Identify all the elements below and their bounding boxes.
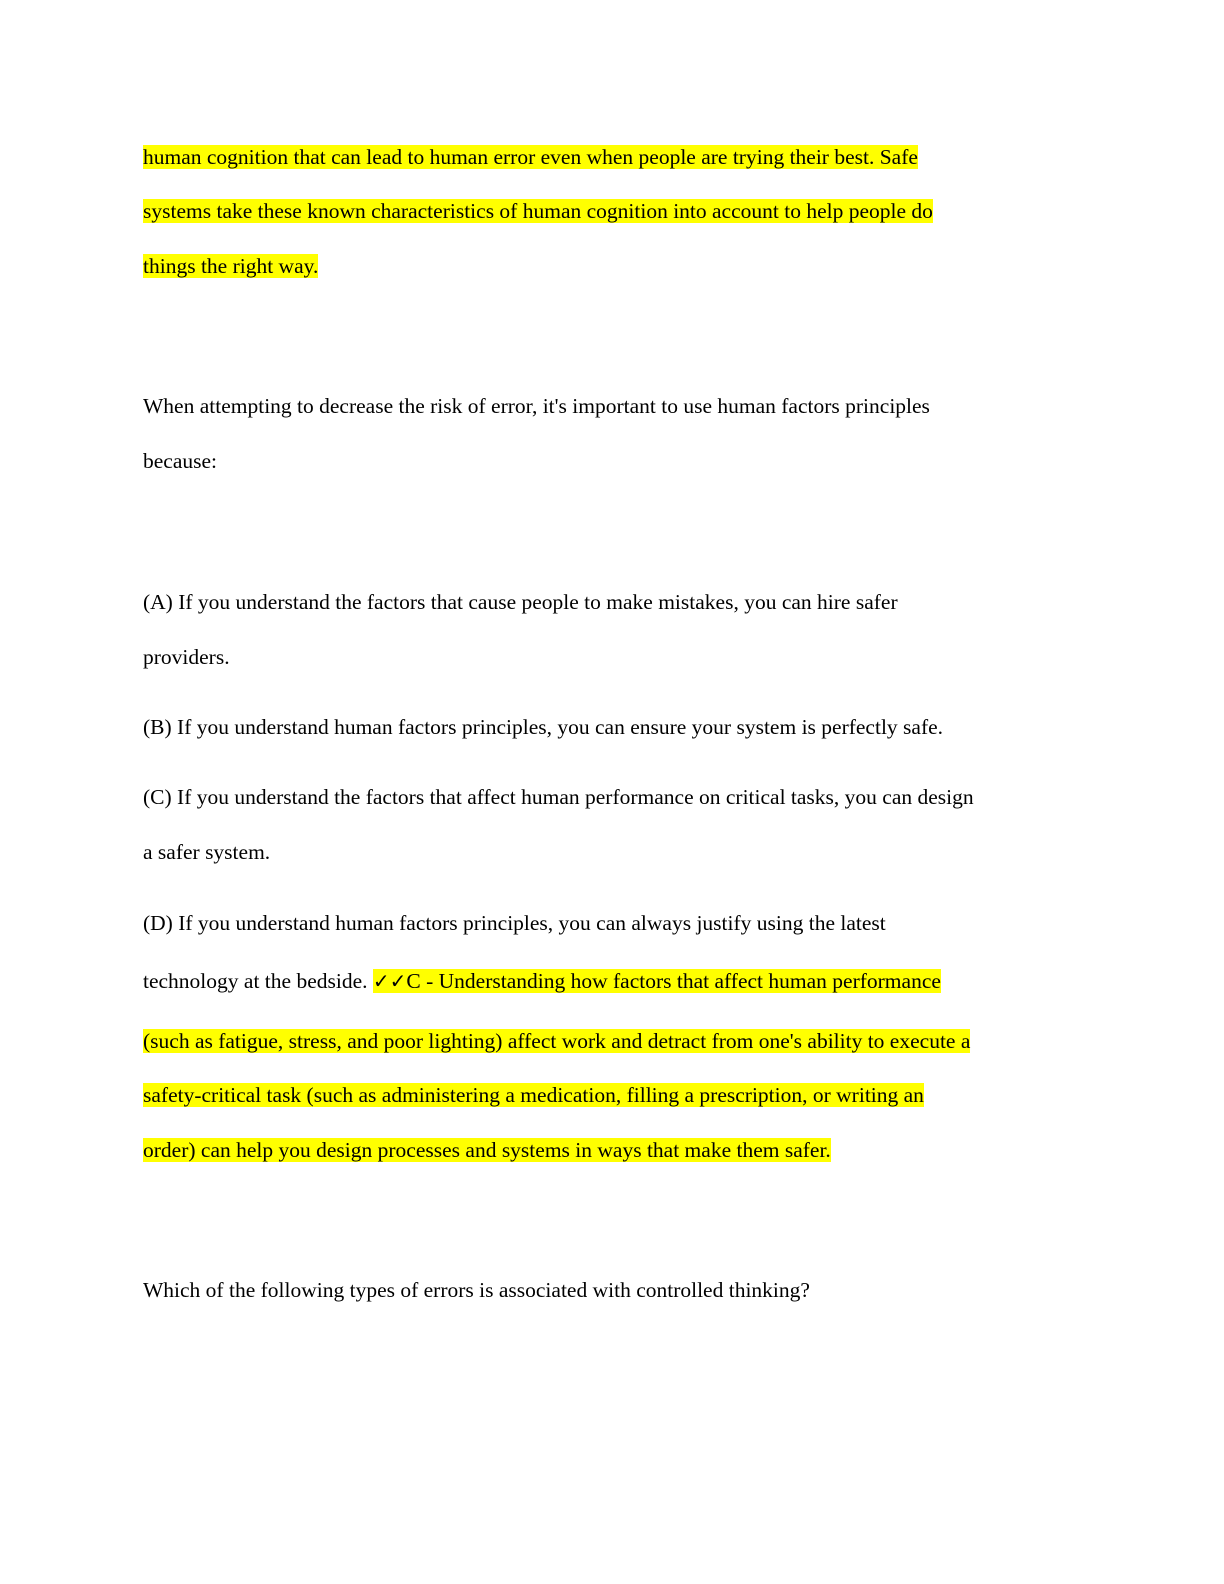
option-b-line: (B) If you understand human factors principles, you can ensure your system is perfectly safe. [143, 715, 944, 739]
answer-line-1: C - Understanding how factors that affect human performance [406, 969, 941, 993]
answer-line-2: (such as fatigue, stress, and poor lighting) affect work and detract from one's ability to execute a [143, 1029, 971, 1053]
option-c-line-2: a safer system. [143, 840, 271, 864]
double-check-icon: ✓✓ [372, 969, 407, 993]
intro-line-2: systems take these known characteristics of human cognition into account to help people do [143, 199, 933, 223]
answer-line-3: safety-critical task (such as administering a medication, filling a prescription, or writing an [143, 1083, 924, 1107]
question1-line-1: When attempting to decrease the risk of error, it's important to use human factors principles [143, 394, 930, 418]
option-a-line-2: providers. [143, 645, 230, 669]
option-d-line-2 [143, 967, 941, 995]
question2-text: Which of the following types of errors is associated with controlled thinking? [143, 1278, 810, 1302]
intro-line-3: things the right way. [143, 254, 319, 278]
option-a-line-1: (A) If you understand the factors that cause people to make mistakes, you can hire safer [143, 590, 898, 614]
option-d-text: technology at the bedside. [143, 969, 373, 993]
answer-highlight [373, 969, 941, 993]
option-d-line-1: (D) If you understand human factors principles, you can always justify using the latest [143, 911, 886, 935]
question1-line-2: because: [143, 449, 218, 473]
option-c-line-1: (C) If you understand the factors that affect human performance on critical tasks, you can design [143, 785, 974, 809]
intro-line-1: human cognition that can lead to human error even when people are trying their best. Safe [143, 145, 918, 169]
answer-line-4: order) can help you design processes and systems in ways that make them safer. [143, 1138, 831, 1162]
